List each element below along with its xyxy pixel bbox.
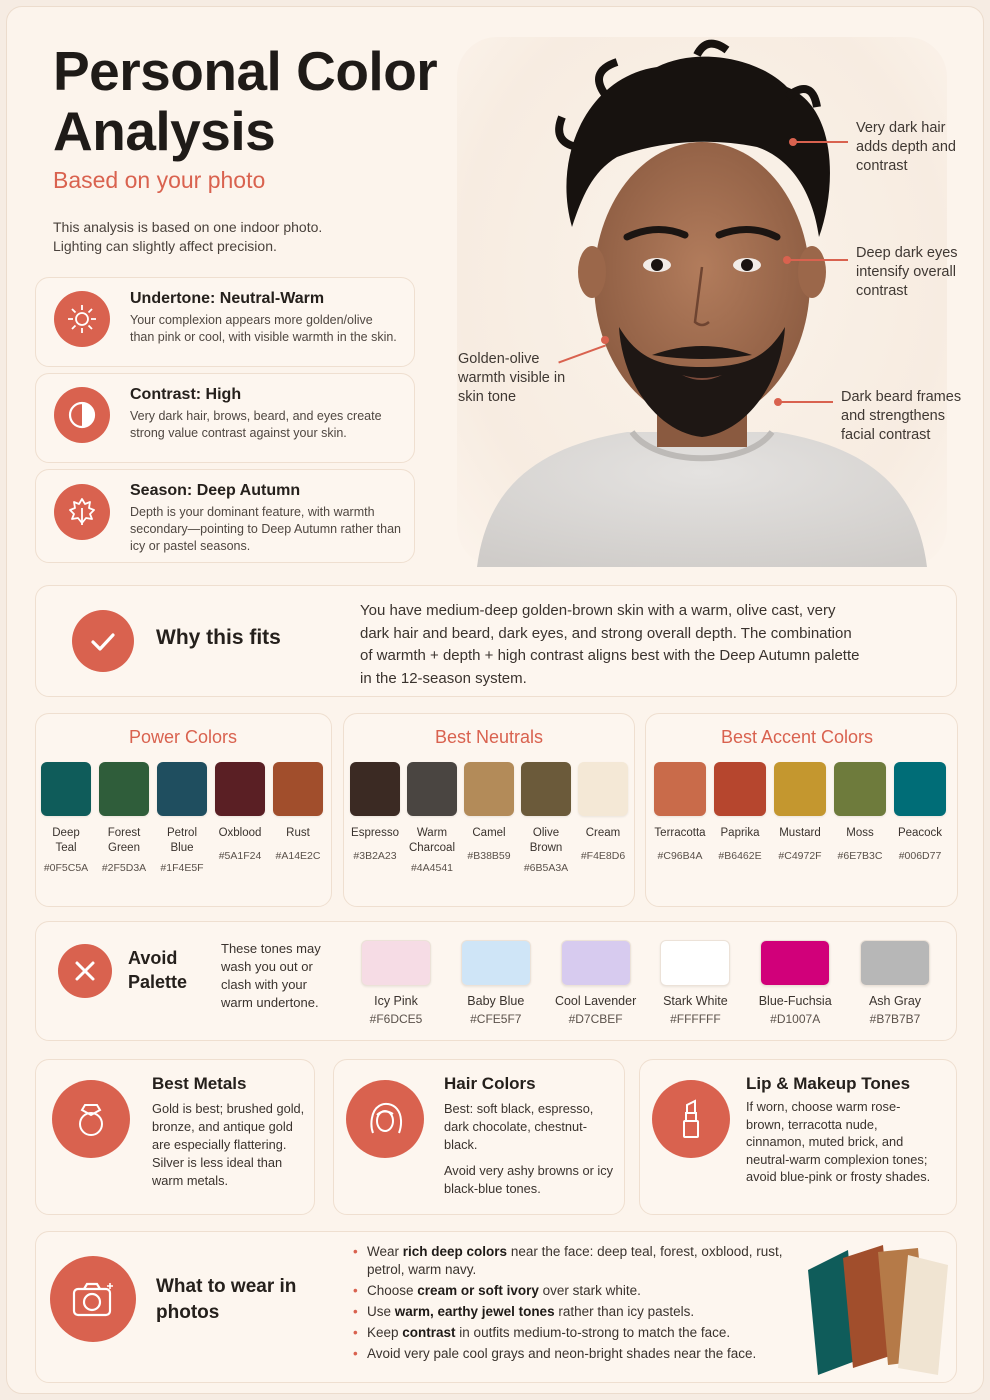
- swatch-name: Blue-Fuchsia: [758, 994, 832, 1008]
- checkmark-icon: [72, 610, 134, 672]
- swatch-name: Baby Blue: [467, 994, 525, 1008]
- why-title: Why this fits: [156, 626, 281, 649]
- tip-text: Best: soft black, espresso, dark chocolate, chestnut-black.: [444, 1101, 594, 1152]
- color-swatch: [99, 762, 149, 816]
- tip-card-metals: [35, 1059, 315, 1215]
- color-swatch: [521, 762, 571, 816]
- feature-text: Very dark hair, brows, beard, and eyes create strong value contrast against your skin.: [130, 409, 382, 440]
- photos-title: What to wear in photos: [156, 1276, 297, 1323]
- infographic-page: [6, 6, 984, 1394]
- swatch-hex: #D7CBEF: [568, 1012, 623, 1026]
- swatch-name: Rust: [286, 827, 310, 839]
- feature-card-season: [35, 469, 415, 563]
- tip-card-makeup: [639, 1059, 957, 1215]
- swatch-name: Warm Charcoal: [408, 827, 456, 854]
- page-title: Personal Color Analysis: [53, 40, 438, 162]
- color-swatch: [714, 762, 766, 816]
- swatch-hex: #CFE5F7: [470, 1012, 522, 1026]
- avoid-swatch: [561, 940, 631, 986]
- color-swatch: [350, 762, 400, 816]
- avoid-text: These tones may wash you out or clash with your warm undertone.: [221, 941, 321, 1010]
- swatch-hex: #F4E8D6: [580, 850, 626, 862]
- swatch-hex: #6E7B3C: [837, 850, 883, 862]
- swatch-hex: #B38B59: [467, 850, 511, 862]
- annotation-line: [796, 141, 848, 143]
- swatch-name: Ash Gray: [868, 994, 922, 1008]
- portrait-photo: [457, 37, 947, 567]
- lipstick-icon: [652, 1080, 730, 1158]
- page-subtitle: Based on your photo: [53, 167, 266, 193]
- swatch-hex: #2F5D3A: [101, 862, 147, 874]
- photo-tip-bullet: • Avoid very pale cool grays and neon-bright shades near the face.: [367, 1345, 807, 1363]
- tip-title: Best Metals: [152, 1074, 247, 1093]
- swatch-name: Petrol Blue: [166, 827, 198, 854]
- tip-title: Hair Colors: [444, 1074, 536, 1093]
- swatch-hex: #0F5C5A: [43, 862, 89, 874]
- fabric-swatches-image: [788, 1240, 958, 1380]
- color-swatch: [774, 762, 826, 816]
- avoid-swatch: [361, 940, 431, 986]
- swatch-name: Peacock: [897, 827, 943, 839]
- swatch-name: Moss: [846, 827, 874, 839]
- swatch-hex: #B7B7B7: [869, 1012, 921, 1026]
- color-swatch: [578, 762, 628, 816]
- annotation-eyes: Deep dark eyes intensify overall contrast: [856, 245, 958, 299]
- portrait-illustration: [457, 37, 947, 567]
- color-swatch: [894, 762, 946, 816]
- tip-text: Gold is best; brushed gold, bronze, and antique gold are especially flattering. Silver is less ideal than warm metals.: [152, 1101, 305, 1188]
- swatch-hex: #D1007A: [770, 1012, 821, 1026]
- swatch-hex: #A14E2C: [275, 850, 321, 862]
- intro-text: This analysis is based on one indoor photo. Lighting can slightly affect precision.: [53, 219, 323, 254]
- feature-text: Your complexion appears more golden/olive than pink or cool, with visible warmth in the skin.: [130, 313, 397, 344]
- color-swatch: [464, 762, 514, 816]
- swatch-name: Forest Green: [107, 827, 141, 854]
- swatch-hex: #5A1F24: [218, 850, 262, 862]
- swatch-hex: #F6DCE5: [369, 1012, 423, 1026]
- swatch-name: Espresso: [351, 827, 399, 839]
- feature-title: Undertone: Neutral-Warm: [130, 290, 325, 307]
- annotation-skin: Golden-olive warmth visible in skin tone: [458, 351, 566, 405]
- swatch-name: Stark White: [663, 994, 728, 1008]
- photo-tip-bullet: • Choose cream or soft ivory over stark white.: [367, 1282, 807, 1300]
- swatch-hex: #006D77: [898, 850, 942, 862]
- photo-tip-bullet: • Wear rich deep colors near the face: deep teal, forest, oxblood, rust, petrol, warm navy.: [367, 1243, 807, 1279]
- color-swatch: [215, 762, 265, 816]
- feature-text: Depth is your dominant feature, with warmth secondary—pointing to Deep Autumn rather than icy or pastel seasons.: [130, 505, 402, 553]
- color-swatch: [41, 762, 91, 816]
- camera-icon: [50, 1256, 136, 1342]
- swatch-name: Camel: [472, 827, 506, 839]
- avoid-swatch: [461, 940, 531, 986]
- swatch-hex: #4A4541: [410, 862, 454, 874]
- annotation-dot: [601, 336, 609, 344]
- tip-card-hair: [333, 1059, 625, 1215]
- leaf-icon: [54, 484, 110, 540]
- annotation-hair: Very dark hair adds depth and contrast: [856, 120, 956, 174]
- swatch-hex: #C4972F: [778, 850, 822, 862]
- photo-tip-bullet: • Keep contrast in outfits medium-to-strong to match the face.: [367, 1324, 807, 1342]
- palette-title: Power Colors: [128, 727, 238, 747]
- swatch-hex: #3B2A23: [353, 850, 397, 862]
- feature-title: Season: Deep Autumn: [130, 482, 301, 499]
- swatch-hex: #C96B4A: [657, 850, 703, 862]
- tip-text: If worn, choose warm rose-brown, terracotta nude, cinnamon, muted brick, and neutral-warm complexion tones; avoid blue-pink or frosty shades.: [746, 1099, 931, 1184]
- tip-text-avoid: Avoid very ashy browns or icy black-blue tones.: [444, 1163, 614, 1196]
- feature-card-contrast: [35, 373, 415, 463]
- photo-tip-bullet: • Use warm, earthy jewel tones rather than icy pastels.: [367, 1303, 807, 1321]
- color-swatch: [407, 762, 457, 816]
- swatch-name: Terracotta: [654, 827, 706, 839]
- color-swatch: [654, 762, 706, 816]
- swatch-name: Paprika: [720, 827, 760, 839]
- palette-title: Best Accent Colors: [720, 727, 874, 747]
- swatch-name: Olive Brown: [529, 827, 563, 854]
- swatch-hex: #6B5A3A: [523, 862, 569, 874]
- color-swatch: [273, 762, 323, 816]
- why-text: You have medium-deep golden-brown skin with a warm, olive cast, very dark hair and beard, dark eyes, and strong overall depth. The combination of warmth + depth + high contrast aligns best with the Deep Autumn palette in the 12-season system.: [360, 602, 860, 687]
- ring-icon: [52, 1080, 130, 1158]
- color-swatch: [157, 762, 207, 816]
- tip-title: Lip & Makeup Tones: [746, 1074, 911, 1093]
- swatch-hex: #FFFFFF: [670, 1012, 721, 1026]
- avoid-title: Avoid Palette: [128, 948, 188, 992]
- contrast-icon: [54, 387, 110, 443]
- swatch-name: Mustard: [779, 827, 821, 839]
- palette-title: Best Neutrals: [434, 727, 544, 747]
- swatch-name: Oxblood: [218, 827, 262, 839]
- annotation-line: [781, 401, 833, 403]
- feature-title: Contrast: High: [130, 386, 242, 403]
- annotation-beard: Dark beard frames and strengthens facial contrast: [841, 389, 962, 443]
- swatch-hex: #1F4E5F: [160, 862, 204, 874]
- swatch-name: Deep Teal: [52, 827, 80, 854]
- annotation-line: [790, 259, 848, 261]
- avoid-swatch: [660, 940, 730, 986]
- feature-card-undertone: [35, 277, 415, 367]
- sun-icon: [54, 291, 110, 347]
- close-icon: [58, 944, 112, 998]
- swatch-name: Cool Lavender: [554, 994, 637, 1008]
- why-this-fits-card: [35, 585, 957, 697]
- avoid-swatch: [760, 940, 830, 986]
- avoid-swatch: [860, 940, 930, 986]
- color-swatch: [834, 762, 886, 816]
- swatch-hex: #B6462E: [718, 850, 762, 862]
- hair-icon: [346, 1080, 424, 1158]
- swatch-name: Icy Pink: [374, 994, 418, 1008]
- swatch-name: Cream: [585, 827, 621, 839]
